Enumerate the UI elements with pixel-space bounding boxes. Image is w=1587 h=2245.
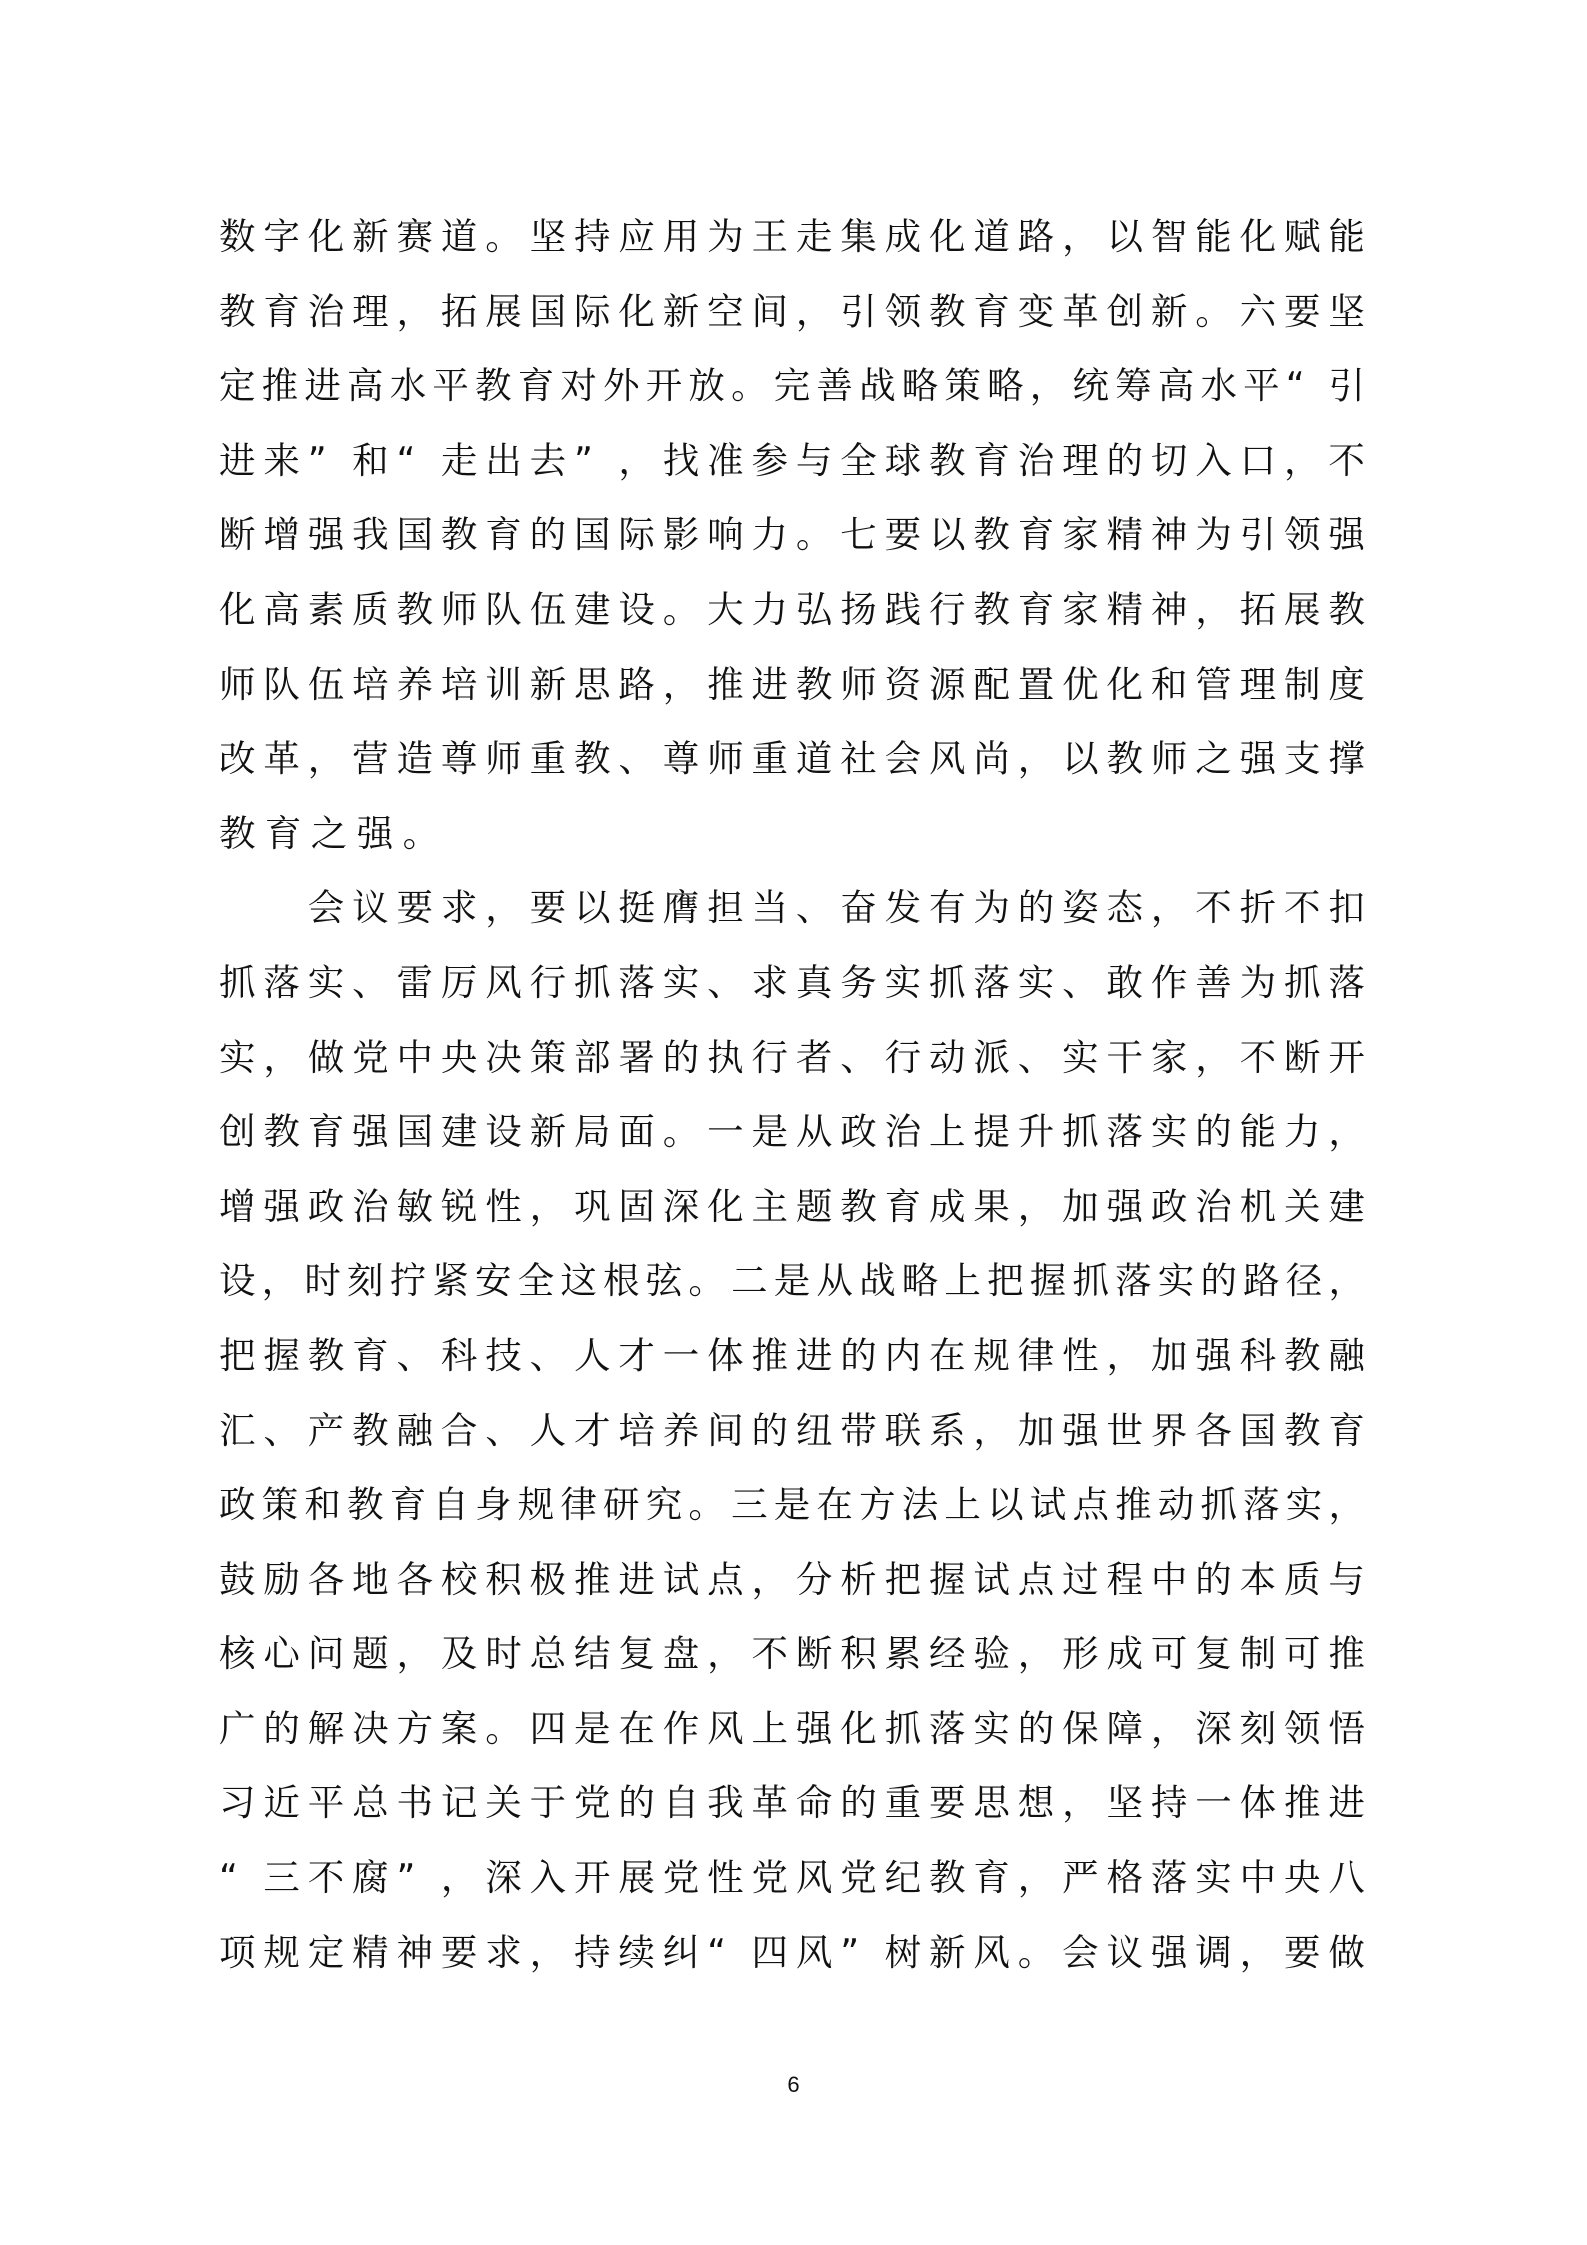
text-line: 汇 、 产 教 融 合 、 人 才 培 养 间 的 纽 带 联 系 ， 加 强 世 界 各 国 教 育 (219, 1408, 1365, 1452)
text-line: 核 心 问 题 ， 及 时 总 结 复 盘 ， 不 断 积 累 经 验 ， 形 成 可 复 制 可 推 (219, 1632, 1365, 1676)
text-line: 广 的 解 决 方 案 。 四 是 在 作 风 上 强 化 抓 落 实 的 保 障 ， 深 刻 领 悟 (219, 1706, 1365, 1750)
text-line: 断 增 强 我 国 教 育 的 国 际 影 响 力 。 七 要 以 教 育 家 精 神 为 引 领 强 (219, 513, 1365, 557)
text-line: 化 高 素 质 教 师 队 伍 建 设 。 大 力 弘 扬 践 行 教 育 家 精 神 ， 拓 展 教 (219, 587, 1365, 631)
text-line: 定 推 进 高 水 平 教 育 对 外 开 放 。 完 善 战 略 策 略 ， 统 筹 高 水 平 “ 引 (219, 364, 1365, 408)
text-line: 会 议 要 求 ， 要 以 挺 膺 担 当 、 奋 发 有 为 的 姿 态 ， 不 折 不 扣 (307, 886, 1365, 930)
body-text (219, 210, 1365, 2000)
text-line: 增 强 政 治 敏 锐 性 ， 巩 固 深 化 主 题 教 育 成 果 ， 加 强 政 治 机 关 建 (219, 1184, 1365, 1228)
text-line: 项 规 定 精 神 要 求 ， 持 续 纠 “ 四 风 ” 树 新 风 。 会 议 强 调 ， 要 做 (219, 1930, 1365, 1974)
paragraph-1 (219, 210, 1365, 881)
text-line: 实 ， 做 党 中 央 决 策 部 署 的 执 行 者 、 行 动 派 、 实 干 家 ， 不 断 开 (219, 1035, 1365, 1079)
text-line: “ 三 不 腐 ” ， 深 入 开 展 党 性 党 风 党 纪 教 育 ， 严 格 落 实 中 央 八 (219, 1856, 1365, 1900)
text-line: 师 队 伍 培 养 培 训 新 思 路 ， 推 进 教 师 资 源 配 置 优 化 和 管 理 制 度 (219, 662, 1365, 706)
paragraph-2 (219, 881, 1365, 2000)
text-line: 把 握 教 育 、 科 技 、 人 才 一 体 推 进 的 内 在 规 律 性 ， 加 强 科 教 融 (219, 1333, 1365, 1377)
page-number: 6 (787, 2072, 800, 2097)
text-line: 政 策 和 教 育 自 身 规 律 研 究 。 三 是 在 方 法 上 以 试 点 推 动 抓 落 实 ， (219, 1483, 1365, 1527)
text-line: 鼓 励 各 地 各 校 积 极 推 进 试 点 ， 分 析 把 握 试 点 过 程 中 的 本 质 与 (219, 1557, 1365, 1601)
text-line: 数 字 化 新 赛 道 。 坚 持 应 用 为 王 走 集 成 化 道 路 ， 以 智 能 化 赋 能 (219, 215, 1365, 258)
text-line: 习 近 平 总 书 记 关 于 党 的 自 我 革 命 的 重 要 思 想 ， 坚 持 一 体 推 进 (219, 1781, 1365, 1825)
text-line: 创 教 育 强 国 建 设 新 局 面 。 一 是 从 政 治 上 提 升 抓 落 实 的 能 力 ， (219, 1110, 1365, 1154)
text-line: 抓 落 实 、 雷 厉 风 行 抓 落 实 、 求 真 务 实 抓 落 实 、 敢 作 善 为 抓 落 (219, 960, 1365, 1004)
text-line: 改 革 ， 营 造 尊 师 重 教 、 尊 师 重 道 社 会 风 尚 ， 以 教 师 之 强 支 撑 (219, 737, 1365, 781)
text-line: 进 来 ” 和 “ 走 出 去 ” ， 找 准 参 与 全 球 教 育 治 理 的 切 入 口 ， 不 (219, 438, 1365, 482)
text-line: 设 ， 时 刻 拧 紧 安 全 这 根 弦 。 二 是 从 战 略 上 把 握 抓 落 实 的 路 径 ， (219, 1259, 1365, 1303)
text-line: 教育之强。 (219, 811, 449, 855)
text-line: 教 育 治 理 ， 拓 展 国 际 化 新 空 间 ， 引 领 教 育 变 革 创 新 。 六 要 坚 (219, 289, 1365, 333)
